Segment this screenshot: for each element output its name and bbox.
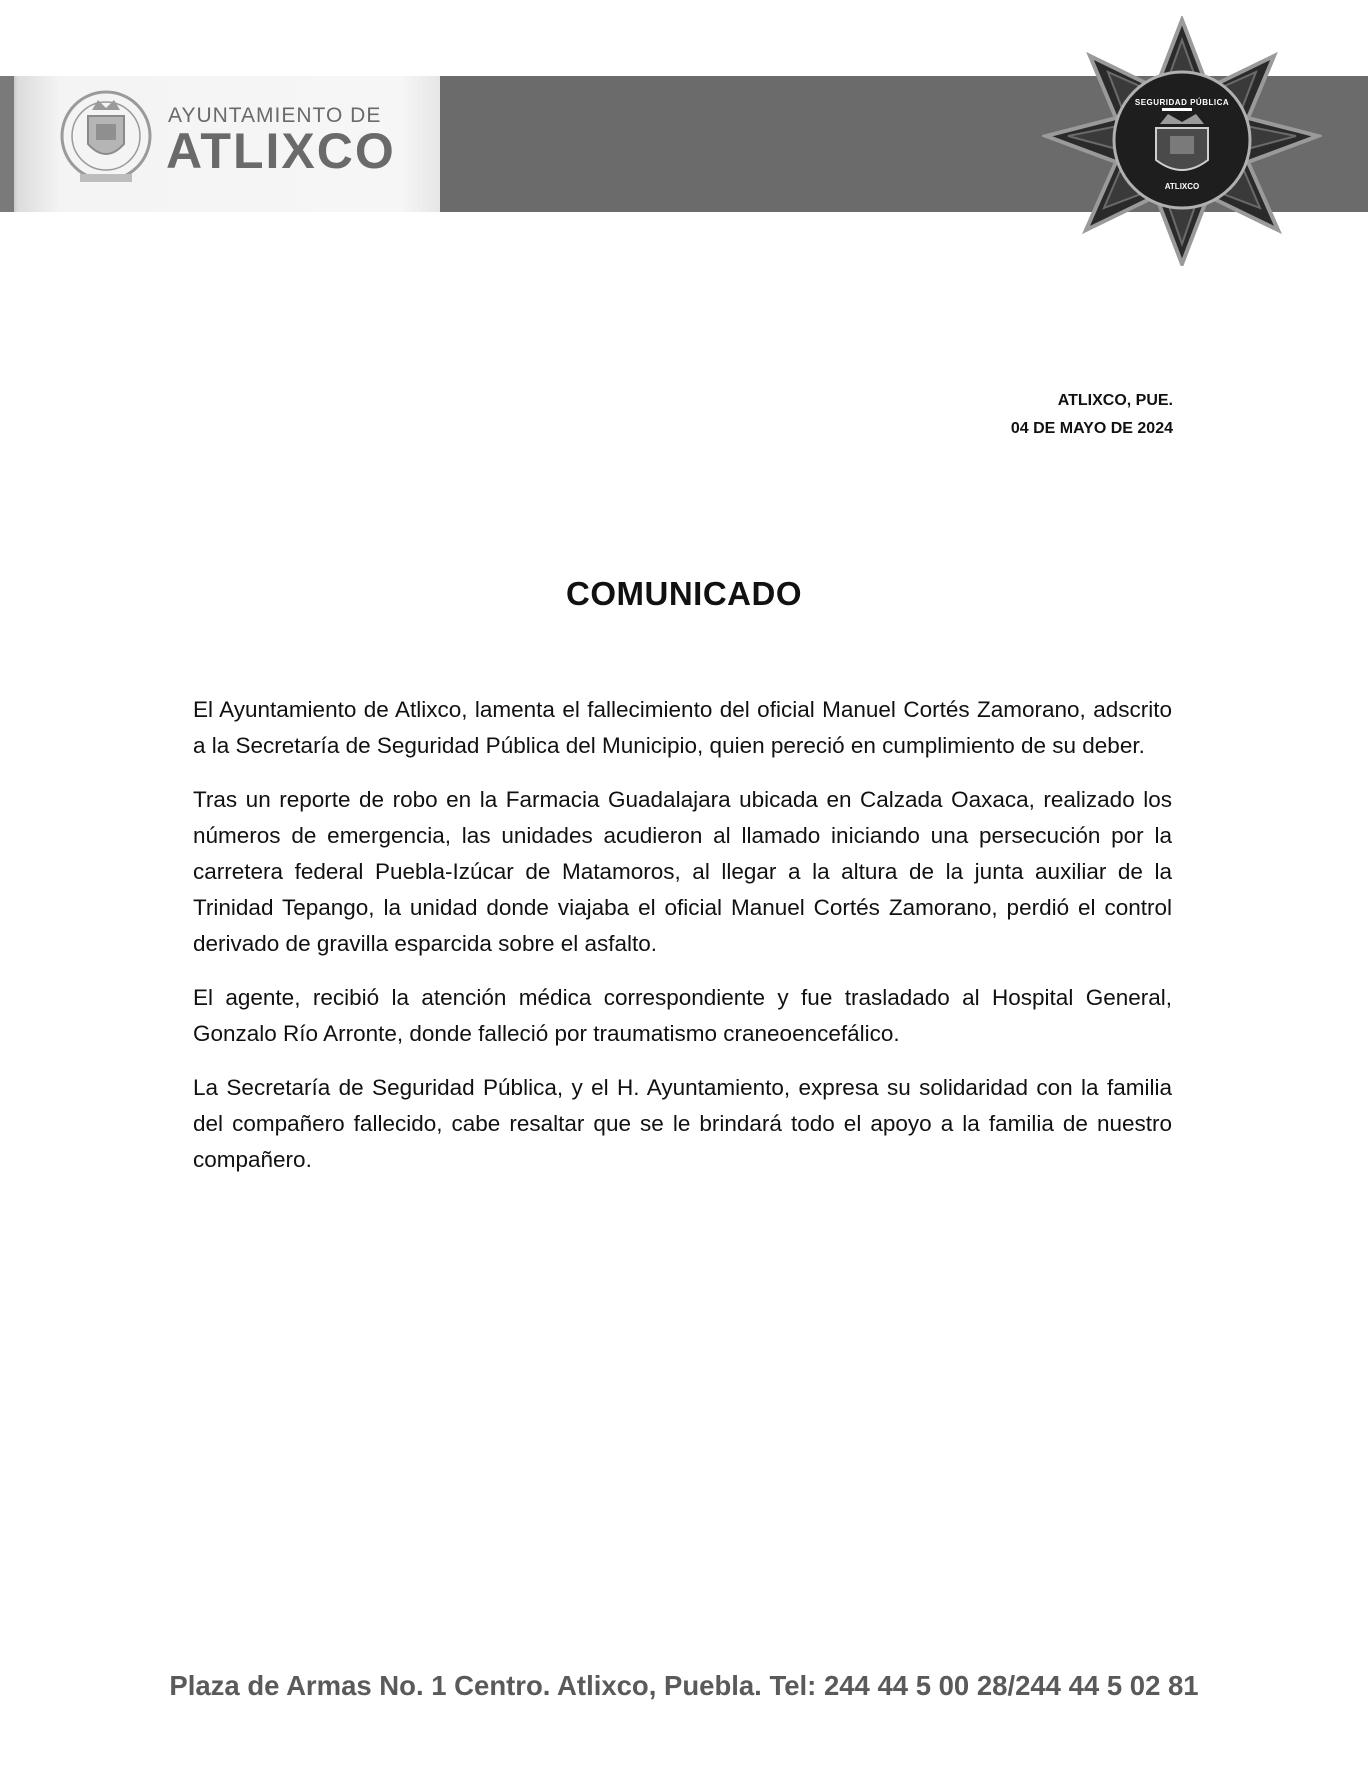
badge-bottom-text: ATLIXCO: [1164, 182, 1200, 191]
brand-line-2: ATLIXCO: [166, 123, 396, 179]
document-body: [193, 692, 1172, 1196]
footer-address: Plaza de Armas No. 1 Centro. Atlixco, Puebla. Tel: 244 44 5 00 28/244 44 5 02 81: [169, 1670, 1199, 1701]
police-badge-icon: [1042, 16, 1322, 266]
location-line: ATLIXCO, PUE.: [1057, 392, 1173, 409]
date-line: 04 DE MAYO DE 2024: [1010, 420, 1173, 437]
body-paragraph-3: El agente, recibió la atención médica correspondiente y fue trasladado al Hospital General, Gonzalo Río Arronte, donde falleció por traumatismo craneoencefálico.: [193, 985, 1172, 1046]
document-title: COMUNICADO: [566, 575, 802, 612]
body-paragraph-2: Tras un reporte de robo en la Farmacia Guadalajara ubicada en Calzada Oaxaca, realizado los números de emergencia, las unidades acudieron al llamado iniciando una persecución por la carretera federal Puebla-Izúcar de Matamoros, al llegar a la altura de la junta auxiliar de la Trinidad Tepango, la unidad donde viajaba el oficial Manuel Cortés Zamorano, perdió el control derivado de gravilla esparcida sobre el asfalto.: [193, 787, 1172, 956]
municipal-seal-icon: [58, 86, 154, 190]
body-paragraph-4: La Secretaría de Seguridad Pública, y el H. Ayuntamiento, expresa su solidaridad con la familia del compañero fallecido, cabe resaltar que se le brindará todo el apoyo a la familia de nuestro compañero.: [193, 1075, 1172, 1172]
brand-line-1: AYUNTAMIENTO DE: [168, 104, 382, 127]
badge-top-text: SEGURIDAD PÚBLICA: [1134, 98, 1230, 107]
body-paragraph-1: El Ayuntamiento de Atlixco, lamenta el fallecimiento del oficial Manuel Cortés Zamorano, adscrito a la Secretaría de Seguridad Pública del Municipio, quien pereció en cumplimiento de su deber.: [193, 697, 1172, 758]
header-left-edge: [0, 76, 14, 212]
